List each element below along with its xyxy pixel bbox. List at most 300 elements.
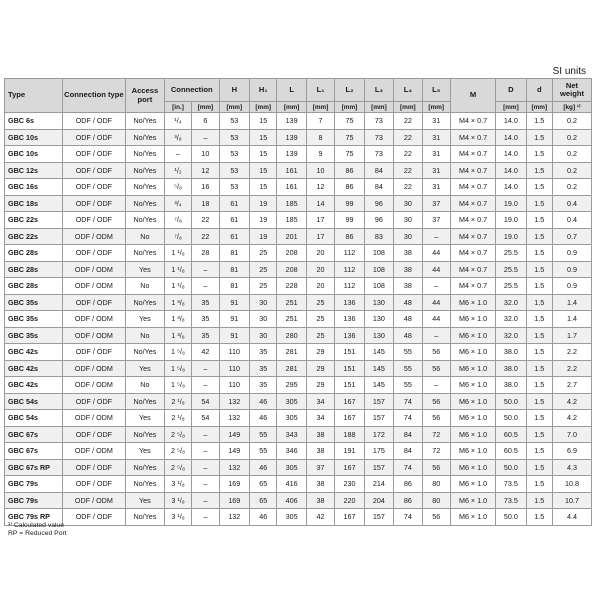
table-cell: No/Yes (125, 393, 164, 410)
table-cell: 44 (422, 311, 450, 328)
col-l4-header: L₄ (394, 79, 422, 102)
table-row (5, 228, 592, 245)
table-cell: 1.4 (552, 294, 591, 311)
unit-conn-mm: [mm] (192, 102, 219, 113)
table-cell: M6 × 1.0 (450, 410, 495, 427)
table-cell: 208 (277, 261, 306, 278)
table-cell: 44 (422, 245, 450, 262)
table-cell: 25 (250, 245, 277, 262)
table-cell: 22 (394, 162, 422, 179)
table-cell: 1.5 (526, 344, 552, 361)
table-cell: 108 (364, 245, 393, 262)
table-cell: 0.9 (552, 278, 591, 295)
table-cell: ODF / ODM (62, 360, 125, 377)
table-cell: 31 (422, 129, 450, 146)
table-cell: 14.0 (496, 113, 527, 130)
table-cell: 0.2 (552, 162, 591, 179)
unit-l5: [mm] (422, 102, 450, 113)
table-cell: 44 (422, 294, 450, 311)
table-cell: M4 × 0.7 (450, 146, 495, 163)
table-cell: 60.5 (496, 426, 527, 443)
col-l5-header: L₅ (422, 79, 450, 102)
table-cell: ODF / ODF (62, 212, 125, 229)
table-cell: No/Yes (125, 344, 164, 361)
table-cell: 28 (192, 245, 219, 262)
table-cell: 305 (277, 410, 306, 427)
table-cell: 86 (335, 228, 364, 245)
table-cell: 228 (277, 278, 306, 295)
table-cell: 48 (394, 294, 422, 311)
table-cell: 91 (219, 311, 250, 328)
table-cell: 167 (335, 459, 364, 476)
table-cell: 4.2 (552, 410, 591, 427)
table-cell: M4 × 0.7 (450, 212, 495, 229)
table-cell: 18 (192, 195, 219, 212)
table-cell: 99 (335, 195, 364, 212)
table-cell: 22 (394, 113, 422, 130)
table-cell: 50.0 (496, 509, 527, 526)
col-access-port-header: Access port (125, 79, 164, 113)
table-cell: 30 (394, 195, 422, 212)
col-h1-header: H₁ (250, 79, 277, 102)
table-cell: 75 (335, 146, 364, 163)
table-cell: 2.7 (552, 377, 591, 394)
table-cell: 74 (394, 410, 422, 427)
table-cell: 130 (364, 294, 393, 311)
table-cell: ODF / ODF (62, 509, 125, 526)
table-cell: 280 (277, 327, 306, 344)
table-cell: 2.2 (552, 344, 591, 361)
table-cell: 1.5 (526, 426, 552, 443)
table-cell: 0.2 (552, 113, 591, 130)
table-cell: 2.2 (552, 360, 591, 377)
table-cell: ODF / ODF (62, 179, 125, 196)
table-cell: 32.0 (496, 294, 527, 311)
table-cell: 19.0 (496, 195, 527, 212)
table-cell: 84 (364, 179, 393, 196)
table-cell: 0.7 (552, 228, 591, 245)
table-cell: GBC 79s RP (5, 509, 63, 526)
table-cell: GBC 28s (5, 261, 63, 278)
table-cell: 37 (422, 212, 450, 229)
table-cell: 53 (219, 129, 250, 146)
table-cell: 1 ³/₈ (164, 311, 191, 328)
table-cell: 4.2 (552, 393, 591, 410)
table-cell: 0.4 (552, 212, 591, 229)
table-cell: 305 (277, 393, 306, 410)
table-cell: 10 (192, 146, 219, 163)
table-cell: 281 (277, 360, 306, 377)
table-cell: ODF / ODF (62, 294, 125, 311)
table-cell: ODF / ODM (62, 327, 125, 344)
table-cell: ODF / ODM (62, 377, 125, 394)
table-cell: 19 (250, 228, 277, 245)
table-row (5, 476, 592, 493)
table-cell: 86 (394, 476, 422, 493)
table-cell: 251 (277, 311, 306, 328)
table-cell: 91 (219, 327, 250, 344)
table-row (5, 443, 592, 460)
table-cell: 7 (306, 113, 334, 130)
table-cell: – (422, 278, 450, 295)
table-body (5, 113, 592, 526)
table-cell: 30 (250, 327, 277, 344)
table-cell: 6.9 (552, 443, 591, 460)
col-l1-header: L₁ (306, 79, 334, 102)
table-row (5, 344, 592, 361)
table-cell: 48 (394, 327, 422, 344)
table-row (5, 129, 592, 146)
table-cell: 1.5 (526, 245, 552, 262)
table-cell: M4 × 0.7 (450, 278, 495, 295)
table-cell: 61 (219, 228, 250, 245)
table-cell: 0.9 (552, 245, 591, 262)
table-cell: 25.5 (496, 261, 527, 278)
table-cell: GBC 35s (5, 311, 63, 328)
table-cell: 20 (306, 245, 334, 262)
table-cell: GBC 79s (5, 492, 63, 509)
table-cell: M6 × 1.0 (450, 426, 495, 443)
table-cell: 55 (394, 344, 422, 361)
table-cell: 60.5 (496, 443, 527, 460)
table-cell: 110 (219, 344, 250, 361)
table-row (5, 212, 592, 229)
table-cell: No/Yes (125, 195, 164, 212)
table-cell: 112 (335, 245, 364, 262)
table-cell: 80 (422, 476, 450, 493)
table-cell: 35 (192, 311, 219, 328)
table-cell: M6 × 1.0 (450, 360, 495, 377)
table-cell: ODF / ODF (62, 113, 125, 130)
table-cell: 3 ¹/₈ (164, 492, 191, 509)
table-cell: 46 (250, 459, 277, 476)
table-cell: ODF / ODM (62, 311, 125, 328)
col-l2-header: L₂ (335, 79, 364, 102)
table-cell: 161 (277, 162, 306, 179)
table-cell: ODF / ODM (62, 228, 125, 245)
table-cell: 3 ¹/₈ (164, 509, 191, 526)
table-cell: 91 (219, 294, 250, 311)
table-cell: ⁷/₈ (164, 228, 191, 245)
table-cell: 84 (394, 443, 422, 460)
table-cell: – (192, 459, 219, 476)
table-cell: GBC 16s (5, 179, 63, 196)
unit-small-d: [mm] (526, 102, 552, 113)
table-cell: 9 (306, 146, 334, 163)
table-row (5, 311, 592, 328)
table-cell: 110 (219, 360, 250, 377)
table-cell: 145 (364, 360, 393, 377)
table-cell: No/Yes (125, 179, 164, 196)
table-cell: 56 (422, 344, 450, 361)
table-row (5, 179, 592, 196)
table-cell: 29 (306, 344, 334, 361)
table-cell: 1.5 (526, 509, 552, 526)
table-cell: 46 (250, 393, 277, 410)
table-cell: 343 (277, 426, 306, 443)
table-cell: 50.0 (496, 393, 527, 410)
table-cell: 15 (250, 129, 277, 146)
table-cell: 191 (335, 443, 364, 460)
table-cell: 17 (306, 228, 334, 245)
table-row (5, 146, 592, 163)
table-cell: 65 (250, 476, 277, 493)
table-cell: 1 ³/₈ (164, 294, 191, 311)
table-cell: 19 (250, 195, 277, 212)
table-cell: 0.2 (552, 179, 591, 196)
table-cell: 73 (364, 129, 393, 146)
table-cell: 172 (364, 426, 393, 443)
table-cell: 108 (364, 278, 393, 295)
table-cell: 34 (306, 410, 334, 427)
table-row (5, 278, 592, 295)
table-cell: 1 ⁵/₈ (164, 377, 191, 394)
table-cell: – (192, 509, 219, 526)
table-cell: M4 × 0.7 (450, 228, 495, 245)
table-cell: 1.4 (552, 311, 591, 328)
table-cell: GBC 18s (5, 195, 63, 212)
table-cell: 4.4 (552, 509, 591, 526)
table-cell: 208 (277, 245, 306, 262)
table-cell: 175 (364, 443, 393, 460)
table-cell: GBC 28s (5, 278, 63, 295)
table-cell: 15 (250, 162, 277, 179)
table-cell: 157 (364, 410, 393, 427)
table-cell: ODF / ODF (62, 162, 125, 179)
table-cell: 185 (277, 195, 306, 212)
table-cell: 35 (250, 377, 277, 394)
table-cell: ¹/₄ (164, 113, 191, 130)
table-cell: M6 × 1.0 (450, 327, 495, 344)
table-cell: 132 (219, 459, 250, 476)
table-cell: No/Yes (125, 162, 164, 179)
table-cell: No/Yes (125, 426, 164, 443)
table-row (5, 509, 592, 526)
footnote-calculated: ¹⁾ Calculated value (8, 522, 65, 529)
table-cell: 74 (394, 509, 422, 526)
table-cell: ODF / ODM (62, 492, 125, 509)
table-cell: 15 (250, 179, 277, 196)
table-cell: 1 ¹/₈ (164, 261, 191, 278)
unit-l4: [mm] (394, 102, 422, 113)
col-small-d-header: d (526, 79, 552, 102)
table-cell: 29 (306, 360, 334, 377)
col-l-header: L (277, 79, 306, 102)
table-cell: 56 (422, 393, 450, 410)
table-cell: GBC 10s (5, 129, 63, 146)
table-cell: 1 ⁵/₈ (164, 344, 191, 361)
table-cell: 38 (306, 443, 334, 460)
table-cell: 35 (192, 327, 219, 344)
table-cell: 1 ¹/₈ (164, 278, 191, 295)
table-cell: 25 (250, 261, 277, 278)
table-cell: No/Yes (125, 129, 164, 146)
unit-l: [mm] (277, 102, 306, 113)
table-cell: – (164, 146, 191, 163)
table-cell: 56 (422, 459, 450, 476)
table-cell: 38.0 (496, 360, 527, 377)
table-cell: 139 (277, 129, 306, 146)
table-cell: 84 (394, 426, 422, 443)
table-cell: ODF / ODM (62, 278, 125, 295)
table-cell: 31 (422, 162, 450, 179)
table-cell: 251 (277, 294, 306, 311)
col-m-header: M (450, 79, 495, 113)
table-cell: 416 (277, 476, 306, 493)
table-cell: – (192, 261, 219, 278)
table-cell: 14 (306, 195, 334, 212)
table-cell: 19.0 (496, 228, 527, 245)
table-row (5, 294, 592, 311)
table-cell: 0.2 (552, 146, 591, 163)
unit-h: [mm] (219, 102, 250, 113)
col-h-header: H (219, 79, 250, 102)
table-cell: 38.0 (496, 344, 527, 361)
table-cell: 10.8 (552, 476, 591, 493)
table-cell: GBC 67s (5, 443, 63, 460)
table-cell: GBC 54s (5, 393, 63, 410)
table-cell: 25.5 (496, 278, 527, 295)
table-cell: – (192, 360, 219, 377)
table-cell: 157 (364, 393, 393, 410)
table-cell: 1.5 (526, 129, 552, 146)
table-cell: 61 (219, 212, 250, 229)
table-cell: 1 ⁵/₈ (164, 360, 191, 377)
table-cell: No/Yes (125, 509, 164, 526)
table-cell: No/Yes (125, 146, 164, 163)
col-connection-type-header: Connection type (62, 79, 125, 113)
table-cell: 3 ¹/₈ (164, 476, 191, 493)
table-cell: 2 ⁵/₈ (164, 443, 191, 460)
table-cell: GBC 10s (5, 146, 63, 163)
table-cell: 55 (394, 377, 422, 394)
table-cell: – (192, 492, 219, 509)
table-cell: 35 (250, 344, 277, 361)
table-cell: M4 × 0.7 (450, 245, 495, 262)
table-cell: GBC 79s (5, 476, 63, 493)
table-cell: 42 (306, 509, 334, 526)
table-cell: 61 (219, 195, 250, 212)
table-cell: 1.5 (526, 261, 552, 278)
col-connection-header: Connection (164, 79, 219, 102)
table-cell: 17 (306, 212, 334, 229)
table-cell: 1.5 (526, 195, 552, 212)
table-cell: 25 (250, 278, 277, 295)
table-cell: 1.5 (526, 443, 552, 460)
table-cell: 136 (335, 327, 364, 344)
table-cell: 56 (422, 509, 450, 526)
table-cell: 2 ⁵/₈ (164, 459, 191, 476)
table-cell: 73 (364, 113, 393, 130)
table-cell: ODF / ODM (62, 261, 125, 278)
table-cell: GBC 67s RP (5, 459, 63, 476)
table-cell: GBC 28s (5, 245, 63, 262)
table-cell: 139 (277, 146, 306, 163)
table-cell: ODF / ODF (62, 344, 125, 361)
table-cell: 151 (335, 377, 364, 394)
table-cell: 10.7 (552, 492, 591, 509)
table-cell: 281 (277, 344, 306, 361)
table-cell: 132 (219, 410, 250, 427)
table-cell: 54 (192, 410, 219, 427)
table-cell: ODF / ODF (62, 245, 125, 262)
table-row (5, 377, 592, 394)
table-cell: M6 × 1.0 (450, 476, 495, 493)
table-cell: 1.5 (526, 377, 552, 394)
table-cell: 53 (219, 179, 250, 196)
table-cell: 1.5 (526, 146, 552, 163)
table-cell: 86 (335, 162, 364, 179)
table-cell: 14.0 (496, 162, 527, 179)
table-cell: 149 (219, 443, 250, 460)
table-cell: 214 (364, 476, 393, 493)
table-cell: ODF / ODM (62, 443, 125, 460)
table-cell: 7.0 (552, 426, 591, 443)
table-cell: No/Yes (125, 294, 164, 311)
table-cell: – (192, 129, 219, 146)
table-cell: 38 (306, 426, 334, 443)
table-cell: 25 (306, 327, 334, 344)
spec-table (4, 78, 592, 526)
table-cell: No/Yes (125, 113, 164, 130)
table-cell: 295 (277, 377, 306, 394)
table-cell: GBC 42s (5, 344, 63, 361)
table-cell: 73 (364, 146, 393, 163)
table-cell: 161 (277, 179, 306, 196)
table-row (5, 162, 592, 179)
table-cell: 22 (192, 212, 219, 229)
table-cell: 15 (250, 113, 277, 130)
table-cell: 22 (394, 129, 422, 146)
table-cell: 50.0 (496, 410, 527, 427)
table-cell: 31 (422, 113, 450, 130)
table-cell: M6 × 1.0 (450, 459, 495, 476)
table-cell: 130 (364, 311, 393, 328)
table-cell: – (192, 426, 219, 443)
table-cell: 34 (306, 393, 334, 410)
table-cell: – (422, 327, 450, 344)
table-row (5, 245, 592, 262)
table-cell: 188 (335, 426, 364, 443)
table-cell: 53 (219, 146, 250, 163)
table-cell: GBC 42s (5, 360, 63, 377)
table-cell: ³/₄ (164, 195, 191, 212)
unit-conn-in: [in.] (164, 102, 191, 113)
table-cell: 56 (422, 410, 450, 427)
table-cell: ODF / ODF (62, 426, 125, 443)
table-cell: 12 (192, 162, 219, 179)
table-cell: No (125, 377, 164, 394)
table-row (5, 360, 592, 377)
table-cell: GBC 54s (5, 410, 63, 427)
table-cell: 84 (364, 162, 393, 179)
table-cell: 42 (192, 344, 219, 361)
table-cell: No/Yes (125, 212, 164, 229)
table-cell: 6 (192, 113, 219, 130)
table-cell: 151 (335, 344, 364, 361)
table-cell: 1.5 (526, 311, 552, 328)
table-cell: Yes (125, 360, 164, 377)
table-cell: 0.2 (552, 129, 591, 146)
table-cell: Yes (125, 311, 164, 328)
table-cell: 305 (277, 509, 306, 526)
table-cell: 220 (335, 492, 364, 509)
table-cell: – (192, 476, 219, 493)
col-type-header: Type (5, 79, 63, 113)
table-cell: 32.0 (496, 311, 527, 328)
table-cell: 83 (364, 228, 393, 245)
table-cell: 14.0 (496, 146, 527, 163)
